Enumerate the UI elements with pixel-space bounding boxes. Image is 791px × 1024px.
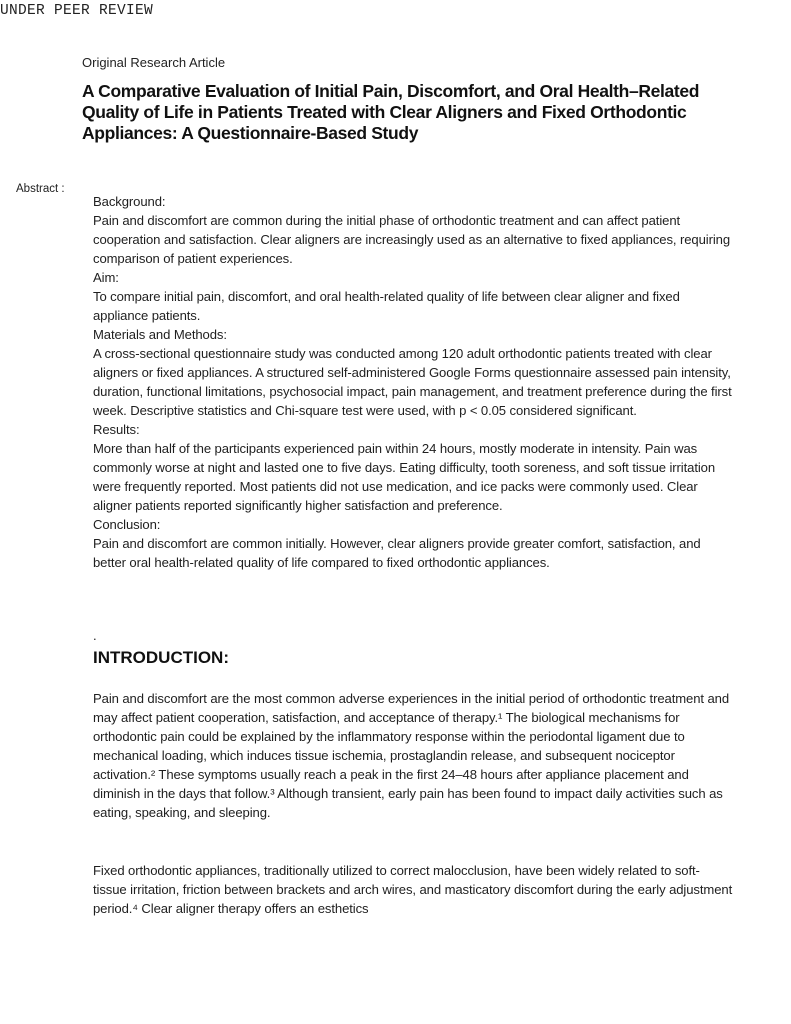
introduction-paragraph-2: Fixed orthodontic appliances, traditionally utilized to correct malocclusion, have been widely related to soft-tissue irritation, friction between brackets and arch wires, and masticatory discomfort during the early adjustment period.⁴ Clear aligner therapy offers an esthetics — [93, 863, 733, 916]
peer-review-watermark: UNDER PEER REVIEW — [0, 3, 154, 19]
introduction-paragraph-1: Pain and discomfort are the most common adverse experiences in the initial period of orthodontic treatment and may affect patient cooperation, satisfaction, and acceptance of therapy.¹ The biological mechanisms for orthodontic pain could be explained by the inflammatory response within the periodontal ligament due to mechanical loading, which induces tissue ischemia, prostaglandin release, and subsequent nociceptor activation.² These symptoms usually reach a peak in the first 24–48 hours after appliance placement and diminish in the days that follow.³ Although transient, early pain has been found to impact daily activities such as eating, speaking, and sleeping. — [93, 691, 730, 820]
introduction-heading: INTRODUCTION: — [93, 648, 229, 667]
abstract-methods-text: A cross-sectional questionnaire study was conducted among 120 adult orthodontic patients treated with clear aligners or fixed appliances. A structured self-administered Google Forms questionnaire assessed pain intensity, duration, functional limitations, psychosocial impact, pain management, and treatment preference during the first week. Descriptive statistics and Chi-square test were used, with p < 0.05 considered significant. — [93, 346, 732, 418]
abstract-body — [93, 192, 733, 572]
abstract-results-heading: Results: — [93, 422, 140, 437]
abstract-methods-heading: Materials and Methods: — [93, 327, 227, 342]
article-type-label: Original Research Article — [82, 55, 226, 70]
abstract-results-text: More than half of the participants experienced pain within 24 hours, mostly moderate in intensity. Pain was commonly worse at night and lasted one to five days. Eating difficulty, tooth soreness, and soft tissue irritation were frequently reported. Most patients did not use medication, and ice packs were commonly used. Clear aligner patients reported significantly higher satisfaction and preference. — [93, 441, 716, 513]
abstract-label: Abstract : — [16, 183, 65, 195]
paper-title: A Comparative Evaluation of Initial Pain, Discomfort, and Oral Health–Related Quality of Life in Patients Treated with Clear Aligners and Fixed Orthodontic Appliances: A Questionnaire-Based Study — [82, 81, 700, 143]
abstract-background-text: Pain and discomfort are common during the initial phase of orthodontic treatment and can affect patient cooperation and satisfaction. Clear aligners are increasingly used as an alternative to fixed appliances, requiring comparison of patient experiences. — [93, 213, 731, 266]
stray-period: . — [93, 628, 97, 643]
abstract-conclusion-heading: Conclusion: — [93, 517, 161, 532]
abstract-conclusion-text: Pain and discomfort are common initially. However, clear aligners provide greater comfort, satisfaction, and better oral health-related quality of life compared to fixed orthodontic appliances. — [93, 536, 701, 570]
abstract-aim-text: To compare initial pain, discomfort, and oral health-related quality of life between clear aligner and fixed appliance patients. — [93, 289, 680, 323]
abstract-background-heading: Background: — [93, 194, 166, 209]
abstract-aim-heading: Aim: — [93, 270, 119, 285]
